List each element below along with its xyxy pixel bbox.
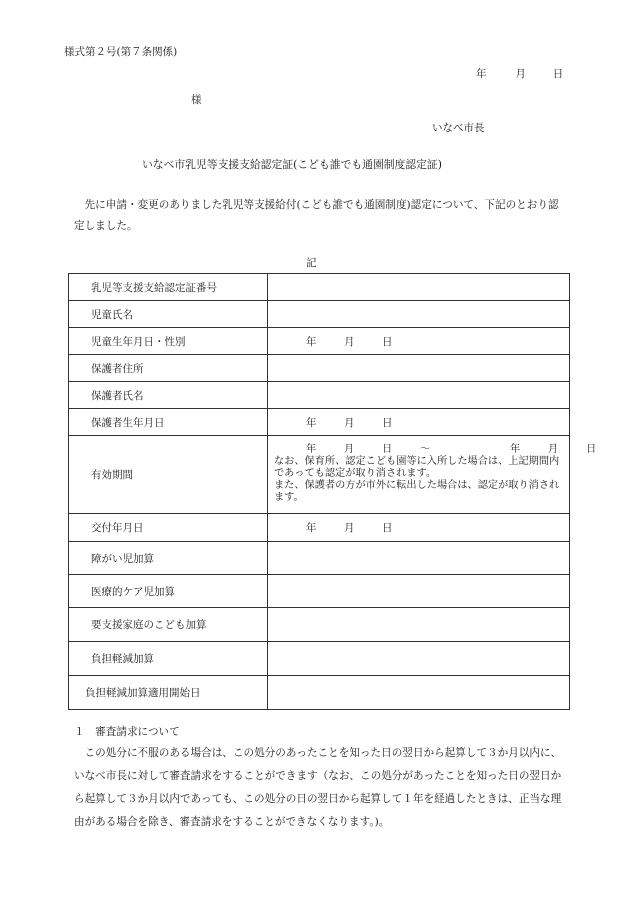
row-value (268, 575, 570, 608)
certificate-table (68, 273, 597, 710)
table-row (69, 355, 570, 382)
table-row (69, 328, 570, 355)
year-label: 年 (306, 335, 317, 348)
row-label: 児童生年月日・性別 (69, 328, 268, 355)
table-row (69, 274, 570, 301)
table-row (69, 676, 570, 710)
header-date-month: 月 (515, 68, 526, 80)
row-value (268, 642, 570, 676)
appeal-body: この処分に不服のある場合は、この処分のあったことを知った日の翌日から起算して３か月以内に、いなべ市長に対して審査請求をすることができます（なお、この処分があったことを知った日の翌日から起算して３か月以内であっても、この処分の日の翌日から起算して１年を経過したときは、正当な理由がある場合を除き、審査請求をすることができなくなります。)。 (74, 747, 562, 828)
row-label: 負担軽減加算適用開始日 (69, 676, 268, 710)
row-label: 医療的ケア児加算 (69, 575, 268, 608)
row-value (268, 355, 570, 382)
range-tilde: ～ (420, 443, 431, 455)
row-value (268, 328, 570, 355)
day-label: 日 (382, 335, 393, 348)
header-date-day: 日 (552, 68, 564, 80)
row-label: 有効期間 (69, 436, 268, 514)
month-label: 月 (344, 416, 355, 429)
from-day-label: 日 (382, 443, 393, 455)
header-date-year: 年 (476, 68, 487, 80)
validity-note-2: また、保護者の方が市外に転出した場合は、認定が取り消されます。 (274, 479, 560, 503)
validity-note-1: なお、保育所、認定こども園等に入所した場合は、上記期間内であっても認定が取り消されます。 (274, 455, 560, 479)
issuer: いなべ市長 (432, 122, 485, 134)
row-value (268, 301, 570, 328)
row-label: 負担軽減加算 (69, 642, 268, 676)
table-row (69, 642, 570, 676)
row-value (268, 409, 570, 436)
row-value (268, 676, 570, 710)
addressee-suffix: 様 (191, 94, 202, 106)
validity-range (274, 443, 597, 456)
year-label: 年 (306, 522, 317, 534)
to-day-label: 日 (586, 443, 597, 455)
row-value (268, 608, 570, 642)
row-value (268, 274, 570, 301)
header-date (476, 66, 563, 81)
table-row (69, 608, 570, 642)
validity-period-value (268, 436, 597, 514)
table-row (69, 542, 570, 575)
from-month-label: 月 (344, 443, 355, 455)
ki-label: 記 (306, 257, 317, 269)
row-value (268, 542, 570, 575)
from-year-label: 年 (306, 443, 317, 455)
table-row (69, 436, 570, 514)
row-label: 児童氏名 (69, 301, 268, 328)
table-row (69, 409, 570, 436)
row-label: 交付年月日 (69, 514, 268, 542)
day-label: 日 (382, 522, 393, 534)
to-year-label: 年 (510, 443, 521, 455)
row-label: 障がい児加算 (69, 542, 268, 575)
table-row (69, 382, 570, 409)
year-label: 年 (306, 416, 317, 429)
appeal-section (74, 722, 564, 834)
to-month-label: 月 (548, 443, 559, 455)
row-label: 要支援家庭のこども加算 (69, 608, 268, 642)
month-label: 月 (344, 522, 355, 534)
table-row (69, 301, 570, 328)
row-label: 保護者生年月日 (69, 409, 268, 436)
month-label: 月 (344, 335, 355, 348)
row-value (268, 514, 570, 542)
appeal-heading: １ 審査請求について (74, 726, 180, 738)
row-label: 保護者住所 (69, 355, 268, 382)
day-label: 日 (382, 416, 393, 429)
table-row (69, 575, 570, 608)
row-value (268, 382, 570, 409)
intro-text: 先に申請・変更のありました乳児等支援給付(こども誰でも通園制度)認定について、下記のとおり認定しました。 (74, 199, 559, 232)
row-label: 乳児等支援支給認定証番号 (69, 274, 268, 301)
table-row (69, 514, 570, 542)
document-title: いなべ市乳児等支援支給認定証(こども誰でも通園制度認定証) (142, 158, 442, 171)
row-label: 保護者氏名 (69, 382, 268, 409)
form-number: 様式第２号(第７条関係) (64, 46, 178, 58)
